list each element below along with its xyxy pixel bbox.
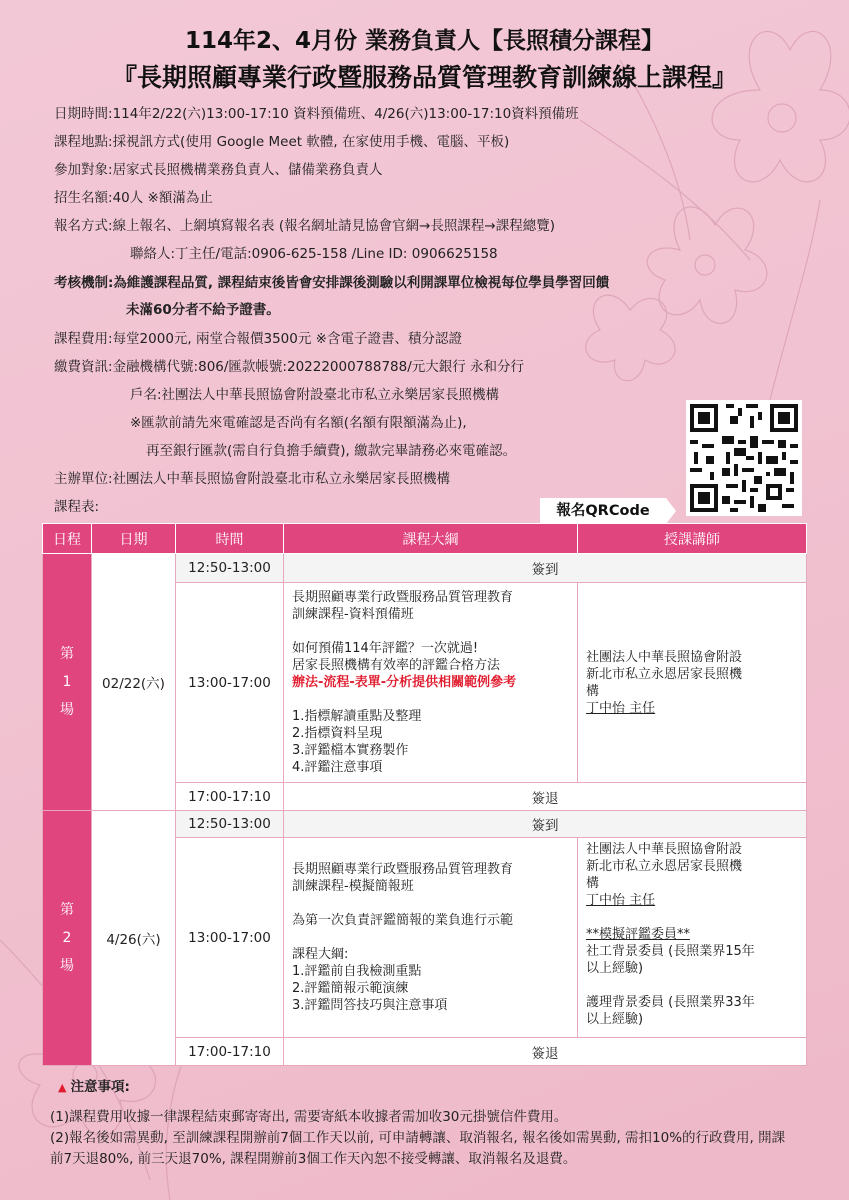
info-assessment-note: 未滿60分者不給予證書。 xyxy=(126,302,280,318)
session2-lecturer: 社團法人中華長照協會附設 新北市私立永恩居家長照機 構 丁中怡 主任 **模擬評鑑委員** 社工背景委員 (長照業界15年 以上經驗) 護理背景委員 (長照業界33年 以上經驗) xyxy=(578,838,807,1038)
info-contact: 聯絡人:丁主任/電話:0906-625-158 /Line ID: 0906625158 xyxy=(130,246,498,262)
info-account-name: 戶名:社團法人中華長照協會附設臺北市私立永樂居家長照機構 xyxy=(130,387,500,403)
session1-lecturer: 社團法人中華長照協會附設 新北市私立永恩居家長照機 構 丁中怡 主任 xyxy=(578,583,807,783)
qr-code-label: 報名QRCode xyxy=(540,498,666,524)
session1-checkout-time: 17:00-17:10 xyxy=(176,783,284,811)
header-time: 時間 xyxy=(176,524,284,554)
info-payment-note2: 再至銀行匯款(需自行負擔手續費), 繳款完畢請務必來電確認。 xyxy=(146,443,517,459)
session1-checkin-time: 12:50-13:00 xyxy=(176,554,284,583)
session2-lecturer-name: 丁中怡 主任 xyxy=(586,893,656,908)
session1-label: 第 1 場 xyxy=(43,554,92,811)
header-session: 日程 xyxy=(43,524,92,554)
session2-main-time: 13:00-17:00 xyxy=(176,838,284,1038)
page-title-line2: 『長期照顧專業行政暨服務品質管理教育訓練線上課程』 xyxy=(111,63,737,92)
note-1: (1)課程費用收據一律課程結束郵寄寄出, 需要寄紙本收據者需加收30元掛號信件費用。 xyxy=(50,1109,568,1125)
session1-lecturer-name: 丁中怡 主任 xyxy=(586,700,656,716)
info-date: 日期時間:114年2/22(六)13:00-17:10 資料預備班、4/26(六)13:00-17:10資料預備班 xyxy=(54,106,579,122)
session1-checkout: 簽退 xyxy=(284,783,807,811)
table-row xyxy=(43,554,807,583)
session1-date: 02/22(六) xyxy=(92,554,176,811)
info-location: 課程地點:採視訊方式(使用 Google Meet 軟體, 在家使用手機、電腦、平板) xyxy=(54,134,510,150)
page-title-line1: 114年2、4月份 業務負責人【長照積分課程】 xyxy=(184,28,665,54)
session1-main-time: 13:00-17:00 xyxy=(176,583,284,783)
session1-checkin: 簽到 xyxy=(284,554,807,583)
session2-checkout: 簽退 xyxy=(284,1038,807,1066)
info-payment-note1: ※匯款前請先來電確認是否尚有名額(名額有限額滿為止), xyxy=(130,415,467,431)
session2-label: 第 2 場 xyxy=(43,811,92,1066)
session2-checkout-time: 17:00-17:10 xyxy=(176,1038,284,1066)
header-outline: 課程大綱 xyxy=(284,524,578,554)
warning-triangle-icon: ▲ xyxy=(58,1081,67,1094)
info-signup: 報名方式:線上報名、上網填寫報名表 (報名網址請見協會官網→長照課程→課程總覽) xyxy=(54,218,556,234)
session2-topic: 長期照顧專業行政暨服務品質管理教育 訓練課程-模擬簡報班 為第一次負責評鑑簡報的業負進行示範 課程大綱: 1.評鑑前自我檢測重點 2.評鑑簡報示範演練 3.評鑑問答技巧與注意事項 xyxy=(284,838,578,1038)
signup-qr-code[interactable] xyxy=(686,400,802,516)
session1-topic: 長期照顧專業行政暨服務品質管理教育 訓練課程-資料預備班 如何預備114年評鑑？一次就過! 居家長照機構有效率的評鑑合格方法 辦法-流程-表單-分析提供相關範例參考 1.指標解讀重點及整理 2.指標資料呈現 3.評鑑檔本實務製作 4.評鑑注意事項 xyxy=(284,583,578,783)
info-assessment: 考核機制:為維護課程品質, 課程結束後皆會安排課後測驗以利開課單位檢視每位學員學習回饋 xyxy=(54,275,610,291)
schedule-table xyxy=(42,523,807,1066)
session2-mock-judges-title: **模擬評鑑委員** xyxy=(586,927,691,942)
notes-heading: ▲ 注意事項: xyxy=(58,1079,130,1095)
session2-checkin: 簽到 xyxy=(284,811,807,838)
info-organizer: 主辦單位:社團法人中華長照協會附設臺北市私立永樂居家長照機構 xyxy=(54,471,451,487)
schedule-header-row xyxy=(43,524,807,554)
info-quota: 招生名額:40人 ※額滿為止 xyxy=(54,190,213,206)
session2-checkin-time: 12:50-13:00 xyxy=(176,811,284,838)
session1-topic-highlight: 辦法-流程-表單-分析提供相關範例參考 xyxy=(292,675,517,690)
header-lecturer: 授課講師 xyxy=(578,524,807,554)
note-2: (2)報名後如需異動, 至訓練課程開辦前7個工作天以前, 可申請轉讓、取消報名, 報名後如需異動, 需扣10%的行政費用, 開課前7天退80%, 前三天退70%, 課程開辦前3個工作天內恕不接受轉讓、取消報名及退費。 xyxy=(50,1130,786,1167)
session2-date: 4/26(六) xyxy=(92,811,176,1066)
info-fee: 課程費用:每堂2000元, 兩堂合報價3500元 ※含電子證書、積分認證 xyxy=(54,331,462,347)
table-row xyxy=(43,811,807,838)
info-schedule-label: 課程表: xyxy=(54,499,100,515)
info-payment: 繳費資訊:金融機構代號:806/匯款帳號:20222000788788/元大銀行 永和分行 xyxy=(54,359,525,375)
info-target: 參加對象:居家式長照機構業務負責人、儲備業務負責人 xyxy=(54,162,383,178)
header-date: 日期 xyxy=(92,524,176,554)
